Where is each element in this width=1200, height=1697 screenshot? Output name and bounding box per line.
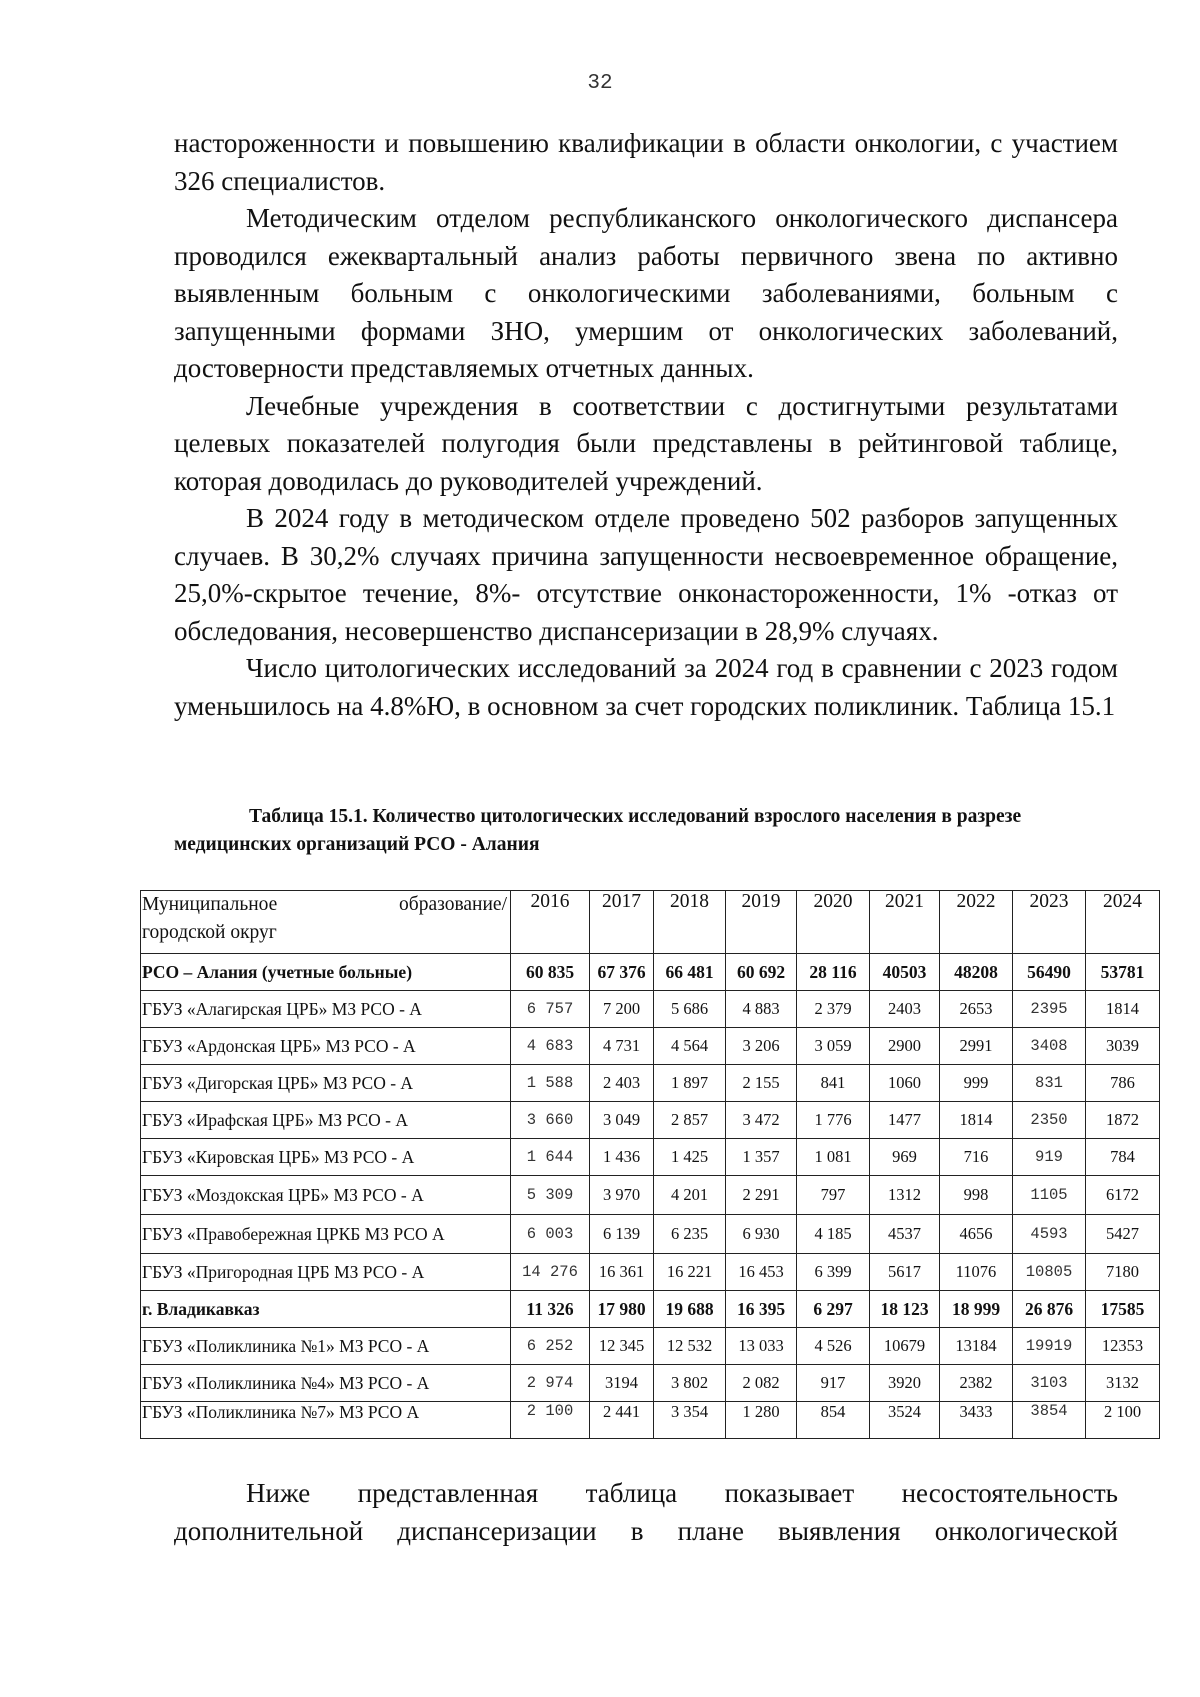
table-cell: 10805: [1013, 1254, 1086, 1291]
table-cell: 3 472: [726, 1102, 797, 1139]
table-cell: 6 252: [511, 1328, 590, 1365]
table-cell: 998: [940, 1176, 1013, 1215]
table-cell: 18 999: [940, 1291, 1013, 1328]
paragraph-1: настороженности и повышению квалификации в области онкологии, с участием 326 специалистов.: [174, 128, 1118, 196]
table-cell: 3524: [870, 1402, 940, 1439]
table-cell: 4 526: [797, 1328, 870, 1365]
body-text: [174, 125, 1118, 725]
table-cell: 7 200: [590, 991, 654, 1028]
table-cell: 841: [797, 1065, 870, 1102]
header-year: 2019: [726, 891, 797, 954]
table-cell: 7180: [1086, 1254, 1160, 1291]
table-cell: 13184: [940, 1328, 1013, 1365]
table-cell: 28 116: [797, 954, 870, 991]
table-cell: 3854: [1013, 1402, 1086, 1439]
table-cell: 2 974: [511, 1365, 590, 1402]
table-cell: 5617: [870, 1254, 940, 1291]
table-cell: 13 033: [726, 1328, 797, 1365]
table-cell: 3 970: [590, 1176, 654, 1215]
table-cell: 4 564: [654, 1028, 726, 1065]
table-cell: 6 757: [511, 991, 590, 1028]
table-cell: 1 436: [590, 1139, 654, 1176]
table-cell: 1060: [870, 1065, 940, 1102]
table-cell: 2 441: [590, 1402, 654, 1439]
table-cell: 16 221: [654, 1254, 726, 1291]
table-cell: 18 123: [870, 1291, 940, 1328]
table-cell: 2395: [1013, 991, 1086, 1028]
table-row: [141, 1402, 1160, 1439]
table-row: [141, 1365, 1160, 1402]
header-municipality: [141, 891, 511, 954]
table-cell: 10679: [870, 1328, 940, 1365]
table-cell: 67 376: [590, 954, 654, 991]
table-cell: 969: [870, 1139, 940, 1176]
tail-paragraph: Ниже представленная таблица показывает несостоятельность дополнительной диспансеризации в плане выявления онкологической: [174, 1478, 1118, 1546]
header-year: 2017: [590, 891, 654, 954]
table-cell: 12353: [1086, 1328, 1160, 1365]
table-cell: 786: [1086, 1065, 1160, 1102]
row-label: ГБУЗ «Поликлиника №1» МЗ РСО - А: [141, 1328, 511, 1365]
table-cell: 919: [1013, 1139, 1086, 1176]
paragraph-4: В 2024 году в методическом отделе проведено 502 разборов запущенных случаев. В 30,2% случаях причина запущенности несвоевременное обращение, 25,0%-скрытое течение, 8%- отсутствие онконастороженности, 1% -отказ от обследования, несовершенство диспансеризации в 28,9% случаях.: [174, 503, 1118, 646]
table-cell: 784: [1086, 1139, 1160, 1176]
table-cell: 2 155: [726, 1065, 797, 1102]
table-cell: 1 897: [654, 1065, 726, 1102]
table-cell: 1 081: [797, 1139, 870, 1176]
header-year: 2023: [1013, 891, 1086, 954]
table-cell: 2403: [870, 991, 940, 1028]
table-cell: 1 280: [726, 1402, 797, 1439]
table-cell: 2 291: [726, 1176, 797, 1215]
table-cell: 3 802: [654, 1365, 726, 1402]
table-cell: 4537: [870, 1215, 940, 1254]
table-cell: 797: [797, 1176, 870, 1215]
header-year: 2022: [940, 891, 1013, 954]
table-cell: 11076: [940, 1254, 1013, 1291]
table-cell: 6 003: [511, 1215, 590, 1254]
table-row: [141, 1254, 1160, 1291]
table-caption: Таблица 15.1. Количество цитологических исследований взрослого населения в разрезе медицинских организаций РСО - Алания: [174, 806, 1022, 855]
table-cell: 2653: [940, 991, 1013, 1028]
table-cell: 854: [797, 1402, 870, 1439]
table-row: [141, 991, 1160, 1028]
header-name-part3: городской округ: [142, 922, 277, 943]
table-cell: 2991: [940, 1028, 1013, 1065]
table-cell: 1872: [1086, 1102, 1160, 1139]
table-row: [141, 1102, 1160, 1139]
table-cell: 60 835: [511, 954, 590, 991]
table-cell: 12 532: [654, 1328, 726, 1365]
table-cell: 4 185: [797, 1215, 870, 1254]
table-cell: 1814: [940, 1102, 1013, 1139]
table-cell: 4 201: [654, 1176, 726, 1215]
table-cell: 917: [797, 1365, 870, 1402]
table-cell: 56490: [1013, 954, 1086, 991]
table-cell: 2 857: [654, 1102, 726, 1139]
header-name-part2: образование/: [399, 894, 507, 915]
table-cell: 3 354: [654, 1402, 726, 1439]
table-cell: 4656: [940, 1215, 1013, 1254]
header-year: 2024: [1086, 891, 1160, 954]
table-cell: 12 345: [590, 1328, 654, 1365]
table-cell: 17 980: [590, 1291, 654, 1328]
table-header-row: [141, 891, 1160, 954]
table-cell: 3194: [590, 1365, 654, 1402]
row-label: ГБУЗ «Алагирская ЦРБ» МЗ РСО - А: [141, 991, 511, 1028]
table-cell: 60 692: [726, 954, 797, 991]
table-cell: 11 326: [511, 1291, 590, 1328]
table-cell: 6172: [1086, 1176, 1160, 1215]
table-cell: 1312: [870, 1176, 940, 1215]
table-cell: 14 276: [511, 1254, 590, 1291]
cytology-table: [140, 890, 1160, 1439]
table-cell: 6 399: [797, 1254, 870, 1291]
table-cell: 53781: [1086, 954, 1160, 991]
table-cell: 3103: [1013, 1365, 1086, 1402]
header-year: 2018: [654, 891, 726, 954]
table-cell: 3 206: [726, 1028, 797, 1065]
row-label: ГБУЗ «Пригородная ЦРБ МЗ РСО - А: [141, 1254, 511, 1291]
table-cell: 3433: [940, 1402, 1013, 1439]
table-cell: 4593: [1013, 1215, 1086, 1254]
table-cell: 3132: [1086, 1365, 1160, 1402]
table-cell: 26 876: [1013, 1291, 1086, 1328]
table-cell: 4 731: [590, 1028, 654, 1065]
table-row: [141, 1215, 1160, 1254]
table-row: [141, 1028, 1160, 1065]
header-name-part1: Муниципальное: [142, 894, 278, 915]
row-label: ГБУЗ «Моздокская ЦРБ» МЗ РСО - А: [141, 1176, 511, 1215]
table-cell: 16 453: [726, 1254, 797, 1291]
table-cell: 2 403: [590, 1065, 654, 1102]
table-cell: 2 379: [797, 991, 870, 1028]
table-cell: 16 395: [726, 1291, 797, 1328]
row-label: ГБУЗ «Правобережная ЦРКБ МЗ РСО А: [141, 1215, 511, 1254]
table-row: [141, 1176, 1160, 1215]
paragraph-5: Число цитологических исследований за 2024 год в сравнении с 2023 годом уменьшилось на 4.8%Ю, в основном за счет городских поликлиник. Таблица 15.1: [174, 653, 1118, 721]
row-label: г. Владикавказ: [141, 1291, 511, 1328]
table-cell: 1 644: [511, 1139, 590, 1176]
table-row: [141, 954, 1160, 991]
table-cell: 5427: [1086, 1215, 1160, 1254]
table-cell: 1 776: [797, 1102, 870, 1139]
table-cell: 4 883: [726, 991, 797, 1028]
row-label: ГБУЗ «Поликлиника №7» МЗ РСО А: [141, 1402, 511, 1439]
table-cell: 716: [940, 1139, 1013, 1176]
table-cell: 48208: [940, 954, 1013, 991]
paragraph-3: Лечебные учреждения в соответствии с достигнутыми результатами целевых показателей полугодия были представлены в рейтинговой таблице, которая доводилась до руководителей учреждений.: [174, 390, 1118, 496]
table-cell: 40503: [870, 954, 940, 991]
row-label: ГБУЗ «Ардонская ЦРБ» МЗ РСО - А: [141, 1028, 511, 1065]
table-cell: 3039: [1086, 1028, 1160, 1065]
row-label: ГБУЗ «Дигорская ЦРБ» МЗ РСО - А: [141, 1065, 511, 1102]
table-cell: 999: [940, 1065, 1013, 1102]
header-year: 2021: [870, 891, 940, 954]
row-label: ГБУЗ «Поликлиника №4» МЗ РСО - А: [141, 1365, 511, 1402]
table-row: [141, 1139, 1160, 1176]
table-cell: 6 235: [654, 1215, 726, 1254]
table-cell: 1 425: [654, 1139, 726, 1176]
table-cell: 2 100: [1086, 1402, 1160, 1439]
page-number: 32: [587, 72, 613, 95]
table-cell: 1105: [1013, 1176, 1086, 1215]
tail-text: [174, 1475, 1118, 1550]
header-year: 2020: [797, 891, 870, 954]
table-cell: 16 361: [590, 1254, 654, 1291]
table-row: [141, 1328, 1160, 1365]
paragraph-2: Методическим отделом республиканского онкологического диспансера проводился ежеквартальный анализ работы первичного звена по активно выявленным больным с онкологическими заболеваниями, больным с запущенными формами ЗНО, умершим от онкологических заболеваний, достоверности представляемых отчетных данных.: [174, 203, 1118, 383]
table-cell: 2350: [1013, 1102, 1086, 1139]
table-cell: 6 930: [726, 1215, 797, 1254]
table-cell: 5 686: [654, 991, 726, 1028]
table-cell: 6 297: [797, 1291, 870, 1328]
table-cell: 2 100: [511, 1402, 590, 1439]
row-label: ГБУЗ «Кировская ЦРБ» МЗ РСО - А: [141, 1139, 511, 1176]
table-cell: 4 683: [511, 1028, 590, 1065]
header-year: 2016: [511, 891, 590, 954]
table-cell: 5 309: [511, 1176, 590, 1215]
table-cell: 3408: [1013, 1028, 1086, 1065]
table-cell: 2382: [940, 1365, 1013, 1402]
table-cell: 1 588: [511, 1065, 590, 1102]
table-cell: 831: [1013, 1065, 1086, 1102]
table-row: [141, 1291, 1160, 1328]
table-cell: 1814: [1086, 991, 1160, 1028]
table-cell: 66 481: [654, 954, 726, 991]
row-label: РСО – Алания (учетные больные): [141, 954, 511, 991]
table-cell: 3 059: [797, 1028, 870, 1065]
table-cell: 2900: [870, 1028, 940, 1065]
table-cell: 2 082: [726, 1365, 797, 1402]
table-row: [141, 1065, 1160, 1102]
table-cell: 6 139: [590, 1215, 654, 1254]
table-cell: 1 357: [726, 1139, 797, 1176]
row-label: ГБУЗ «Ирафская ЦРБ» МЗ РСО - А: [141, 1102, 511, 1139]
table-cell: 1477: [870, 1102, 940, 1139]
table-cell: 17585: [1086, 1291, 1160, 1328]
table-cell: 3920: [870, 1365, 940, 1402]
table-cell: 3 660: [511, 1102, 590, 1139]
table-cell: 19 688: [654, 1291, 726, 1328]
table-cell: 19919: [1013, 1328, 1086, 1365]
table-cell: 3 049: [590, 1102, 654, 1139]
